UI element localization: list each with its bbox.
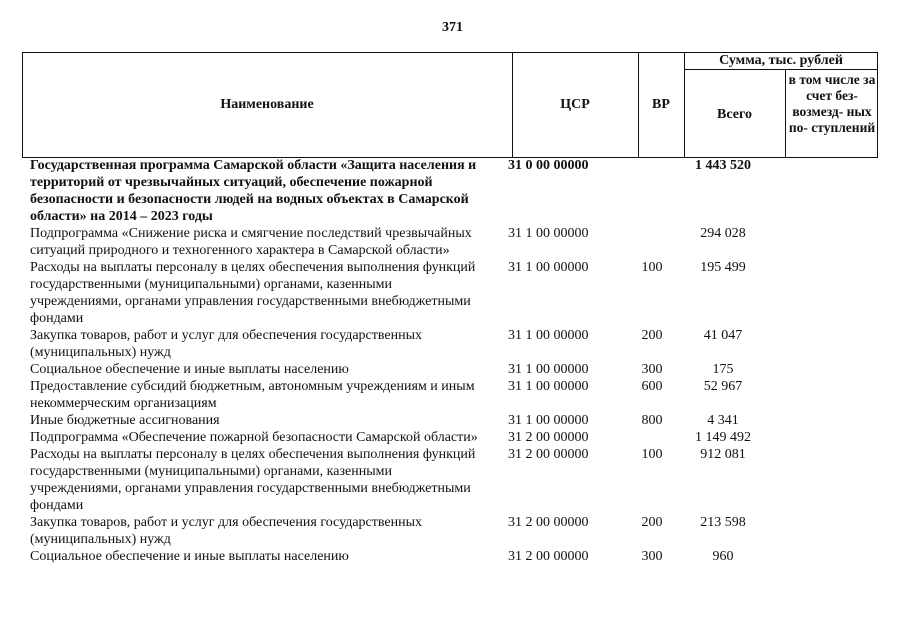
row-name: Расходы на выплаты персоналу в целях обеспечения выполнения функций государственными (муниципальными) органами, казенными учреждениями, органами управления государственными внебюджетными фондами: [30, 447, 476, 513]
table-row: [0, 412, 905, 429]
table-row: [0, 225, 905, 259]
header-name: Наименование: [220, 97, 314, 112]
table-row: [0, 327, 905, 361]
table-row: [0, 514, 905, 548]
table-row: [0, 378, 905, 412]
row-vr: 300: [641, 362, 663, 377]
row-vr: 100: [641, 260, 663, 275]
row-csr: 31 1 00 00000: [508, 226, 589, 241]
row-csr: 31 2 00 00000: [508, 515, 589, 530]
row-vr: 100: [641, 447, 663, 462]
row-name: Закупка товаров, работ и услуг для обеспечения государственных (муниципальных) нужд: [30, 328, 423, 360]
row-name: Подпрограмма «Снижение риска и смягчение последствий чрезвычайных ситуаций природного и техногенного характера в Самарской области»: [30, 226, 472, 258]
row-total: 175: [712, 362, 734, 377]
row-free: [770, 378, 860, 412]
row-name: Закупка товаров, работ и услуг для обеспечения государственных (муниципальных) нужд: [30, 515, 423, 547]
table-row: [0, 259, 905, 327]
page-number: 371: [442, 20, 463, 35]
table-row: [0, 548, 905, 565]
row-vr: [628, 429, 676, 446]
row-free: [770, 259, 860, 327]
header-sum: Сумма, тыс. рублей: [719, 53, 843, 68]
table-row: [0, 446, 905, 514]
row-free: [770, 327, 860, 361]
header-free: в том числе за счет без- возмезд- ных по- ступлений: [788, 72, 876, 135]
row-total: 1 443 520: [695, 158, 751, 173]
row-free: [770, 548, 860, 565]
row-csr: 31 2 00 00000: [508, 549, 589, 564]
header-total: Всего: [717, 107, 752, 122]
row-free: [770, 157, 860, 225]
row-csr: 31 1 00 00000: [508, 328, 589, 343]
row-vr: 200: [641, 328, 663, 343]
row-total: 1 149 492: [695, 430, 751, 445]
row-total: 294 028: [700, 226, 746, 241]
row-csr: 31 1 00 00000: [508, 260, 589, 275]
row-name: Расходы на выплаты персоналу в целях обеспечения выполнения функций государственными (муниципальными) органами, казенными учреждениями, органами управления государственными внебюджетными фондами: [30, 260, 476, 326]
row-free: [770, 429, 860, 446]
row-free: [770, 412, 860, 429]
row-free: [770, 361, 860, 378]
row-csr: 31 2 00 00000: [508, 447, 589, 462]
row-vr: [628, 225, 676, 259]
row-csr: 31 2 00 00000: [508, 430, 589, 445]
row-name: Предоставление субсидий бюджетным, автономным учреждениям и иным некоммерческим организациям: [30, 379, 475, 411]
table-body: [0, 157, 905, 565]
row-free: [770, 225, 860, 259]
row-vr: 200: [641, 515, 663, 530]
row-vr: 800: [641, 413, 663, 428]
row-vr: 300: [641, 549, 663, 564]
row-csr: 31 1 00 00000: [508, 379, 589, 394]
row-total: 912 081: [700, 447, 746, 462]
row-name: Социальное обеспечение и иные выплаты населению: [30, 549, 349, 564]
row-total: 213 598: [700, 515, 746, 530]
row-vr: [628, 157, 676, 225]
table-header: [22, 52, 878, 158]
row-name: Подпрограмма «Обеспечение пожарной безопасности Самарской области»: [30, 430, 478, 445]
row-total: 41 047: [703, 328, 743, 343]
header-csr: ЦСР: [560, 97, 590, 112]
row-name: Социальное обеспечение и иные выплаты населению: [30, 362, 349, 377]
row-csr: 31 1 00 00000: [508, 362, 589, 377]
row-csr: 31 0 00 00000: [508, 158, 589, 173]
row-total: 52 967: [703, 379, 743, 394]
header-vr: ВР: [652, 97, 670, 112]
row-total: 960: [712, 549, 734, 564]
row-total: 4 341: [707, 413, 739, 428]
row-free: [770, 446, 860, 514]
row-csr: 31 1 00 00000: [508, 413, 589, 428]
row-name: Государственная программа Самарской области «Защита населения и территорий от чрезвычайных ситуаций, обеспечение пожарной безопасности и безопасности людей на водных объектах в Самарской области» на 2014 – 2023 годы: [30, 158, 477, 224]
row-name: Иные бюджетные ассигнования: [30, 413, 220, 428]
row-total: 195 499: [700, 260, 746, 275]
table-row: [0, 429, 905, 446]
row-vr: 600: [641, 379, 663, 394]
table-row: [0, 157, 905, 225]
row-free: [770, 514, 860, 548]
table-row: [0, 361, 905, 378]
